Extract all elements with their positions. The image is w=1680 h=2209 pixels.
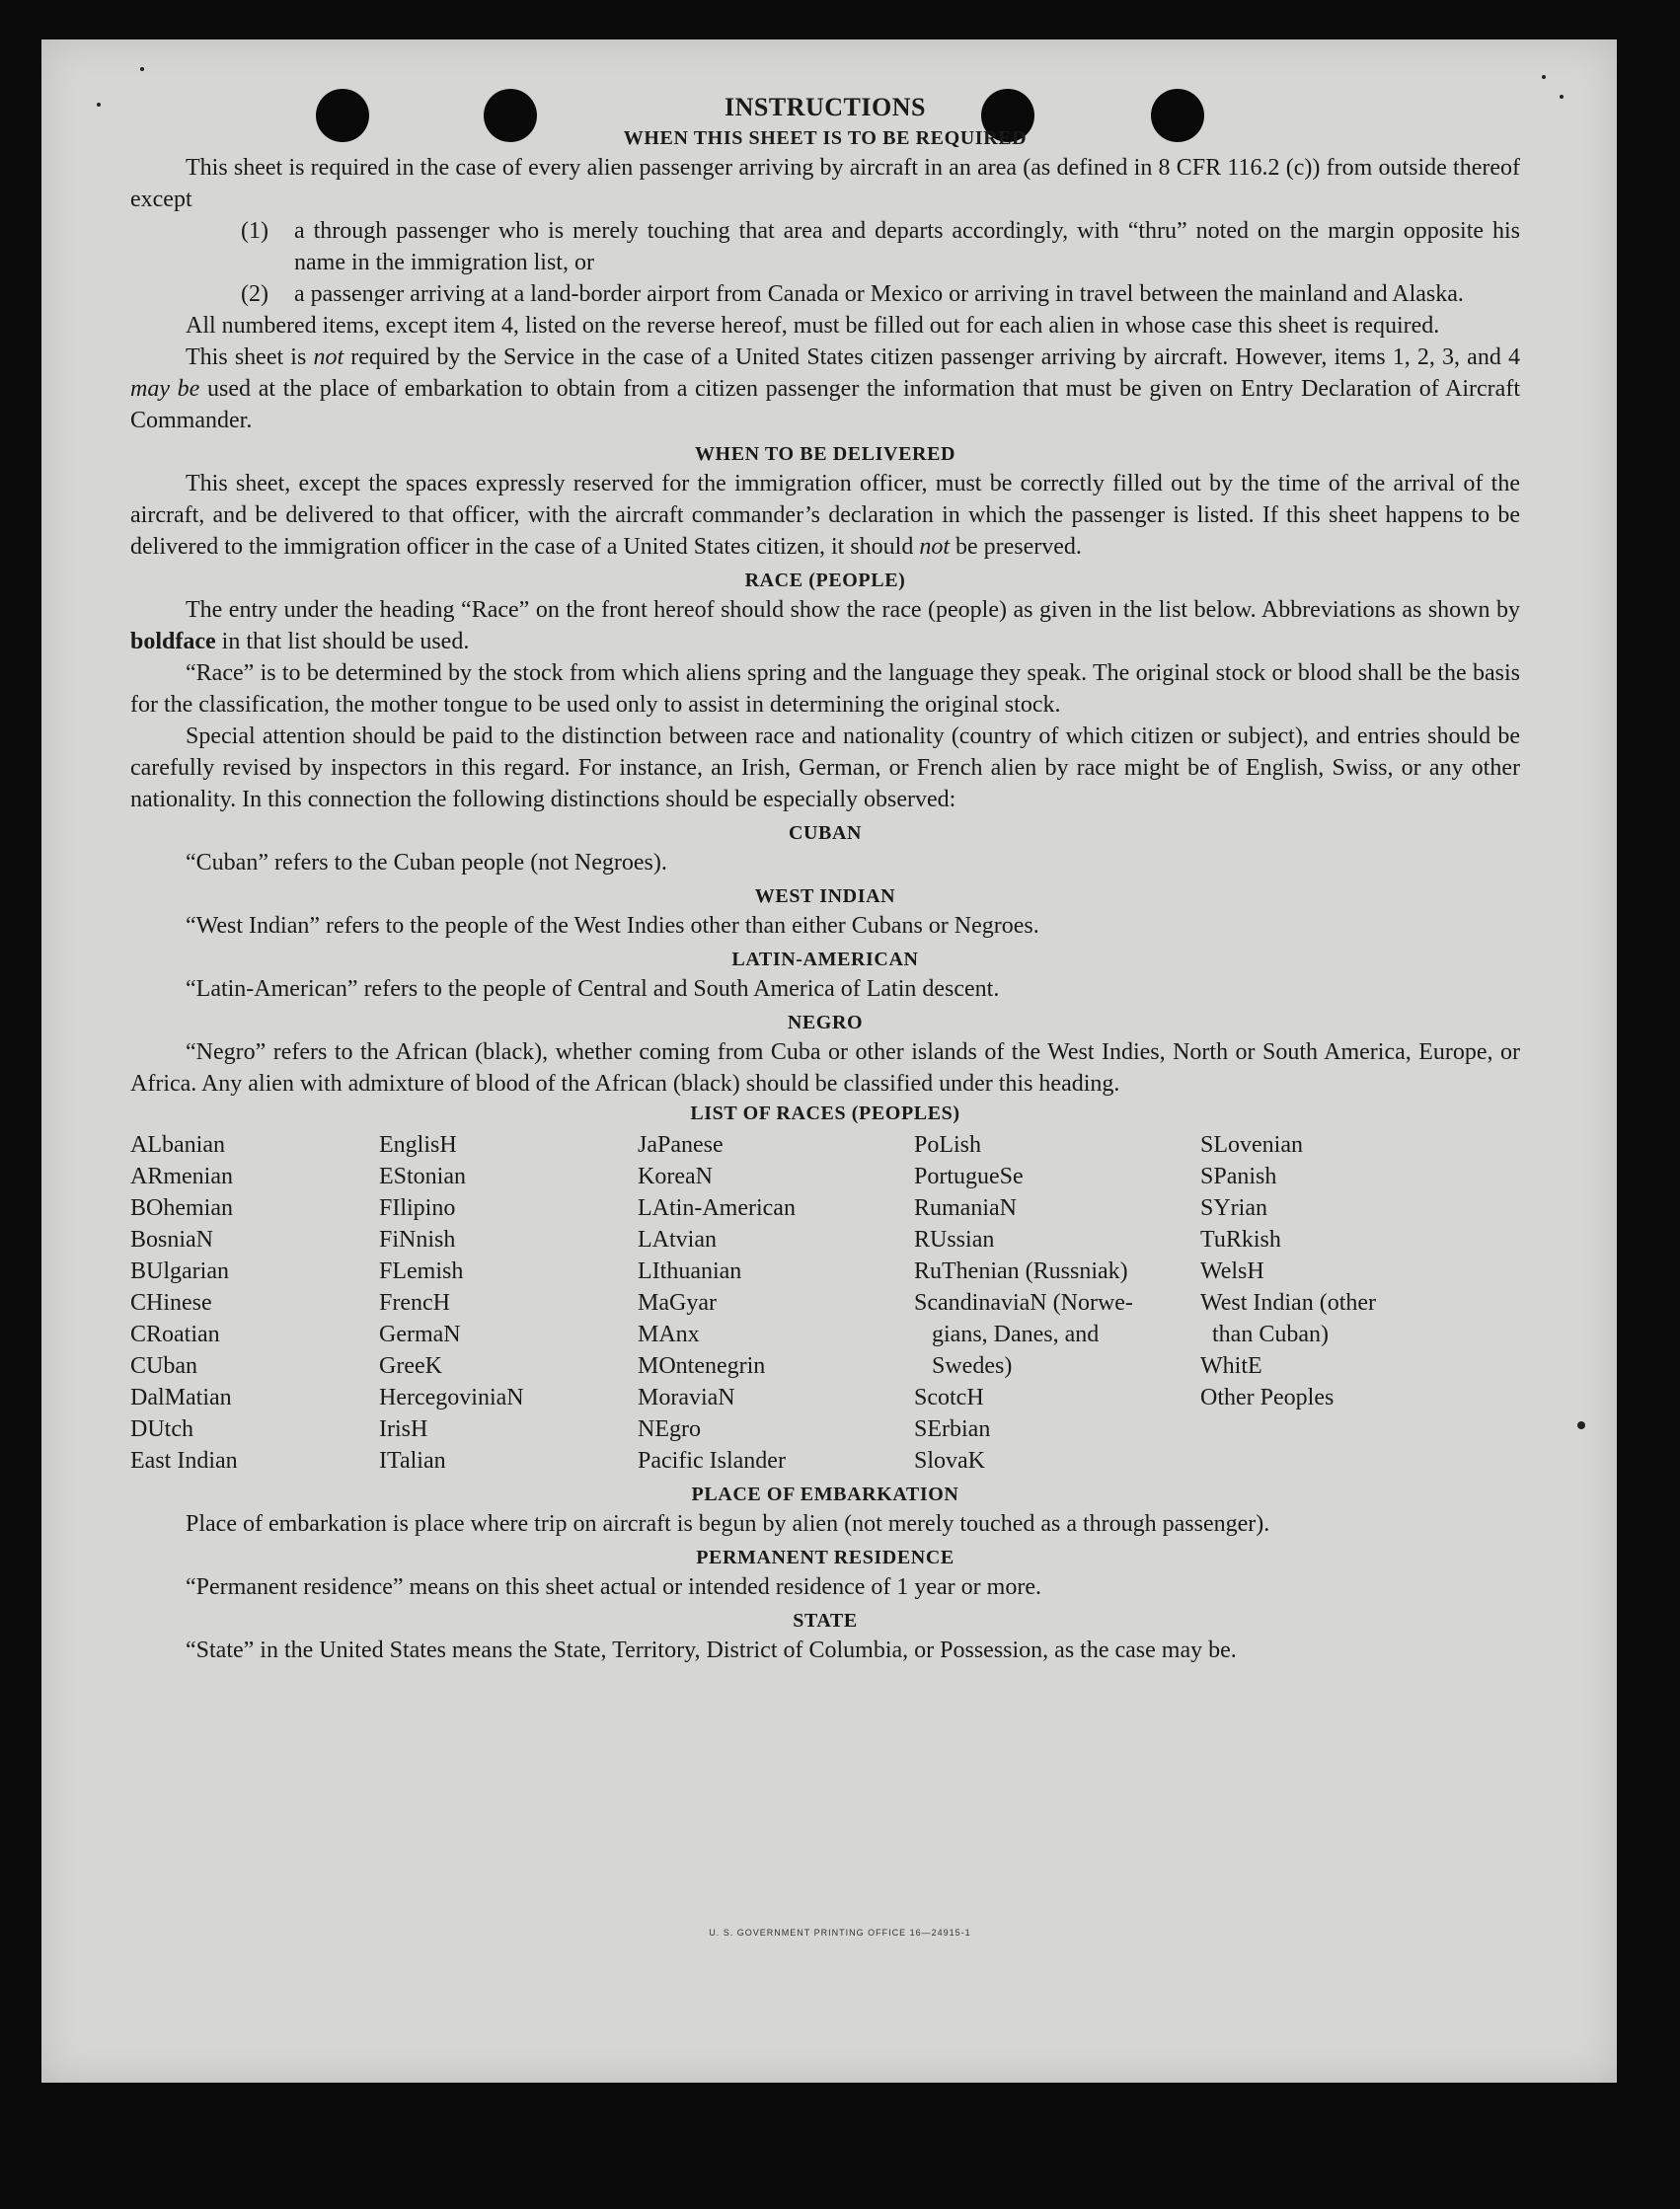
instructions-content: [130, 91, 1520, 1666]
race-entry: FLemish: [379, 1258, 464, 1284]
race-entry: West Indian (other: [1200, 1290, 1377, 1316]
dust-speck: [140, 67, 144, 71]
dust-speck: [1560, 95, 1564, 99]
race-entry: Other Peoples: [1200, 1385, 1335, 1410]
exception-number: (2): [241, 281, 268, 307]
race-column: [1200, 1129, 1520, 1477]
race-entry: MoraviaN: [638, 1385, 735, 1410]
race-para-2: “Race” is to be determined by the stock from which aliens spring and the language they speak. The original stock or blood shall be the basis for the classification, the mother tongue to be used only to assist in determining the original stock.: [130, 660, 1520, 718]
race-entry: SErbian: [914, 1416, 991, 1442]
heading-latin-american: LATIN-AMERICAN: [731, 949, 919, 970]
heading-when-required: WHEN THIS SHEET IS TO BE REQUIRED: [623, 127, 1028, 149]
race-entry: ALbanian: [130, 1132, 225, 1158]
race-list: [130, 1129, 1520, 1477]
race-entry: DUtch: [130, 1416, 193, 1442]
race-entry: East Indian: [130, 1448, 238, 1474]
race-entry: RUssian: [914, 1227, 995, 1253]
heading-list-of-races: LIST OF RACES (PEOPLES): [690, 1103, 960, 1124]
latin-american-text: “Latin-American” refers to the people of Central and South America of Latin descent.: [186, 976, 1000, 1002]
page-title: INSTRUCTIONS: [725, 93, 926, 121]
heading-negro: NEGRO: [787, 1012, 864, 1033]
race-entry: WhitE: [1200, 1353, 1262, 1379]
race-entry: WelsH: [1200, 1258, 1264, 1284]
delivered-text: This sheet, except the spaces expressly reserved for the immigration officer, must be correctly filled out by the time of the arrival of the aircraft, and be delivered to that officer, with the aircraft commander’s declaration in which the passenger is listed. If this sheet happens to be delivered to the immigration officer in the case of a United States citizen, it should not be preserved.: [130, 471, 1520, 560]
race-entry: BOhemian: [130, 1195, 233, 1221]
required-para-3: This sheet is not required by the Service in the case of a United States citizen passenger arriving by aircraft. However, items 1, 2, 3, and 4 may be used at the place of embarkation to obtain from a citizen passenger the information that must be given on Entry Declaration of Aircraft Commander.: [130, 344, 1520, 433]
race-entry: ARmenian: [130, 1164, 233, 1189]
race-entry: BUlgarian: [130, 1258, 229, 1284]
race-entry: gians, Danes, and: [914, 1322, 1100, 1347]
race-column: [379, 1129, 638, 1477]
race-entry: RumaniaN: [914, 1195, 1017, 1221]
race-entry: LAtin-American: [638, 1195, 796, 1221]
race-entry: LIthuanian: [638, 1258, 742, 1284]
cuban-text: “Cuban” refers to the Cuban people (not Negroes).: [186, 850, 667, 876]
dust-speck: [1542, 75, 1546, 79]
race-entry: SLovenian: [1200, 1132, 1303, 1158]
race-para-3: Special attention should be paid to the distinction between race and nationality (country of which citizen or subject), and entries should be carefully revised by inspectors in this regard. For instance, an Irish, German, or French alien by race might be of English, Swiss, or any other nationality. In this connection the following distinctions should be especially observed:: [130, 724, 1520, 812]
race-entry: FIlipino: [379, 1195, 456, 1221]
race-entry: CRoatian: [130, 1322, 220, 1347]
race-entry: MOntenegrin: [638, 1353, 766, 1379]
dust-speck: [97, 103, 101, 107]
heading-embarkation: PLACE OF EMBARKATION: [691, 1484, 959, 1505]
heading-permanent-residence: PERMANENT RESIDENCE: [696, 1547, 955, 1568]
race-entry: CHinese: [130, 1290, 212, 1316]
exception-item: [241, 215, 1520, 278]
race-entry: EnglisH: [379, 1132, 457, 1158]
race-entry: DalMatian: [130, 1385, 232, 1410]
race-entry: NEgro: [638, 1416, 701, 1442]
required-intro: This sheet is required in the case of every alien passenger arriving by aircraft in an area (as defined in 8 CFR 116.2 (c)) from outside thereof except: [130, 155, 1520, 212]
state-text: “State” in the United States means the State, Territory, District of Columbia, or Possession, as the case may be.: [186, 1638, 1237, 1663]
race-para-1: The entry under the heading “Race” on the front hereof should show the race (people) as given in the list below. Abbreviations as shown by boldface in that list should be used.: [130, 597, 1520, 654]
exception-number: (1): [241, 218, 268, 244]
race-entry: MAnx: [638, 1322, 700, 1347]
race-entry: ITalian: [379, 1448, 446, 1474]
race-entry: SPanish: [1200, 1164, 1277, 1189]
race-entry: than Cuban): [1200, 1322, 1329, 1347]
heading-west-indian: WEST INDIAN: [754, 885, 896, 907]
race-column: [130, 1129, 379, 1477]
dust-speck: [1577, 1421, 1585, 1429]
negro-text: “Negro” refers to the African (black), whether coming from Cuba or other islands of the West Indies, North or South America, Europe, or Africa. Any alien with admixture of blood of the African (black) should be classified under this heading.: [130, 1039, 1520, 1097]
heading-when-delivered: WHEN TO BE DELIVERED: [694, 443, 956, 465]
race-entry: SlovaK: [914, 1448, 985, 1474]
race-column: [638, 1129, 914, 1477]
heading-state: STATE: [793, 1610, 858, 1632]
race-entry: BosniaN: [130, 1227, 213, 1253]
race-entry: ScotcH: [914, 1385, 984, 1410]
race-entry: SYrian: [1200, 1195, 1267, 1221]
west-indian-text: “West Indian” refers to the people of the West Indies other than either Cubans or Negroes.: [186, 913, 1039, 939]
race-entry: MaGyar: [638, 1290, 717, 1316]
embarkation-text: Place of embarkation is place where trip on aircraft is begun by alien (not merely touched as a through passenger).: [186, 1511, 1270, 1537]
document-sheet: [41, 39, 1617, 2083]
exception-text: a passenger arriving at a land-border airport from Canada or Mexico or arriving in travel between the mainland and Alaska.: [294, 281, 1464, 307]
race-entry: HercegoviniaN: [379, 1385, 524, 1410]
race-entry: GreeK: [379, 1353, 442, 1379]
race-column: [914, 1129, 1200, 1477]
race-entry: ScandinaviaN (Norwe-: [914, 1290, 1133, 1316]
printing-office-footer: U. S. GOVERNMENT PRINTING OFFICE 16—24915-1: [709, 1928, 971, 1938]
exception-text: a through passenger who is merely touching that area and departs accordingly, with “thru” noted on the margin opposite his name in the immigration list, or: [294, 218, 1520, 275]
race-entry: PortugueSe: [914, 1164, 1024, 1189]
exception-item: [241, 278, 1520, 310]
race-entry: FiNnish: [379, 1227, 456, 1253]
race-entry: Swedes): [914, 1353, 1013, 1379]
race-entry: LAtvian: [638, 1227, 717, 1253]
race-entry: IrisH: [379, 1416, 428, 1442]
race-entry: JaPanese: [638, 1132, 724, 1158]
race-entry: GermaN: [379, 1322, 461, 1347]
race-entry: FrencH: [379, 1290, 450, 1316]
race-entry: RuThenian (Russniak): [914, 1258, 1128, 1284]
heading-race: RACE (PEOPLE): [744, 570, 906, 591]
race-entry: TuRkish: [1200, 1227, 1281, 1253]
residence-text: “Permanent residence” means on this sheet actual or intended residence of 1 year or more.: [186, 1574, 1041, 1600]
heading-cuban: CUBAN: [788, 822, 863, 844]
race-entry: KoreaN: [638, 1164, 713, 1189]
race-entry: Pacific Islander: [638, 1448, 786, 1474]
race-entry: PoLish: [914, 1132, 982, 1158]
required-para-2: All numbered items, except item 4, listed on the reverse hereof, must be filled out for each alien in whose case this sheet is required.: [186, 313, 1440, 339]
race-entry: CUban: [130, 1353, 197, 1379]
race-entry: EStonian: [379, 1164, 466, 1189]
